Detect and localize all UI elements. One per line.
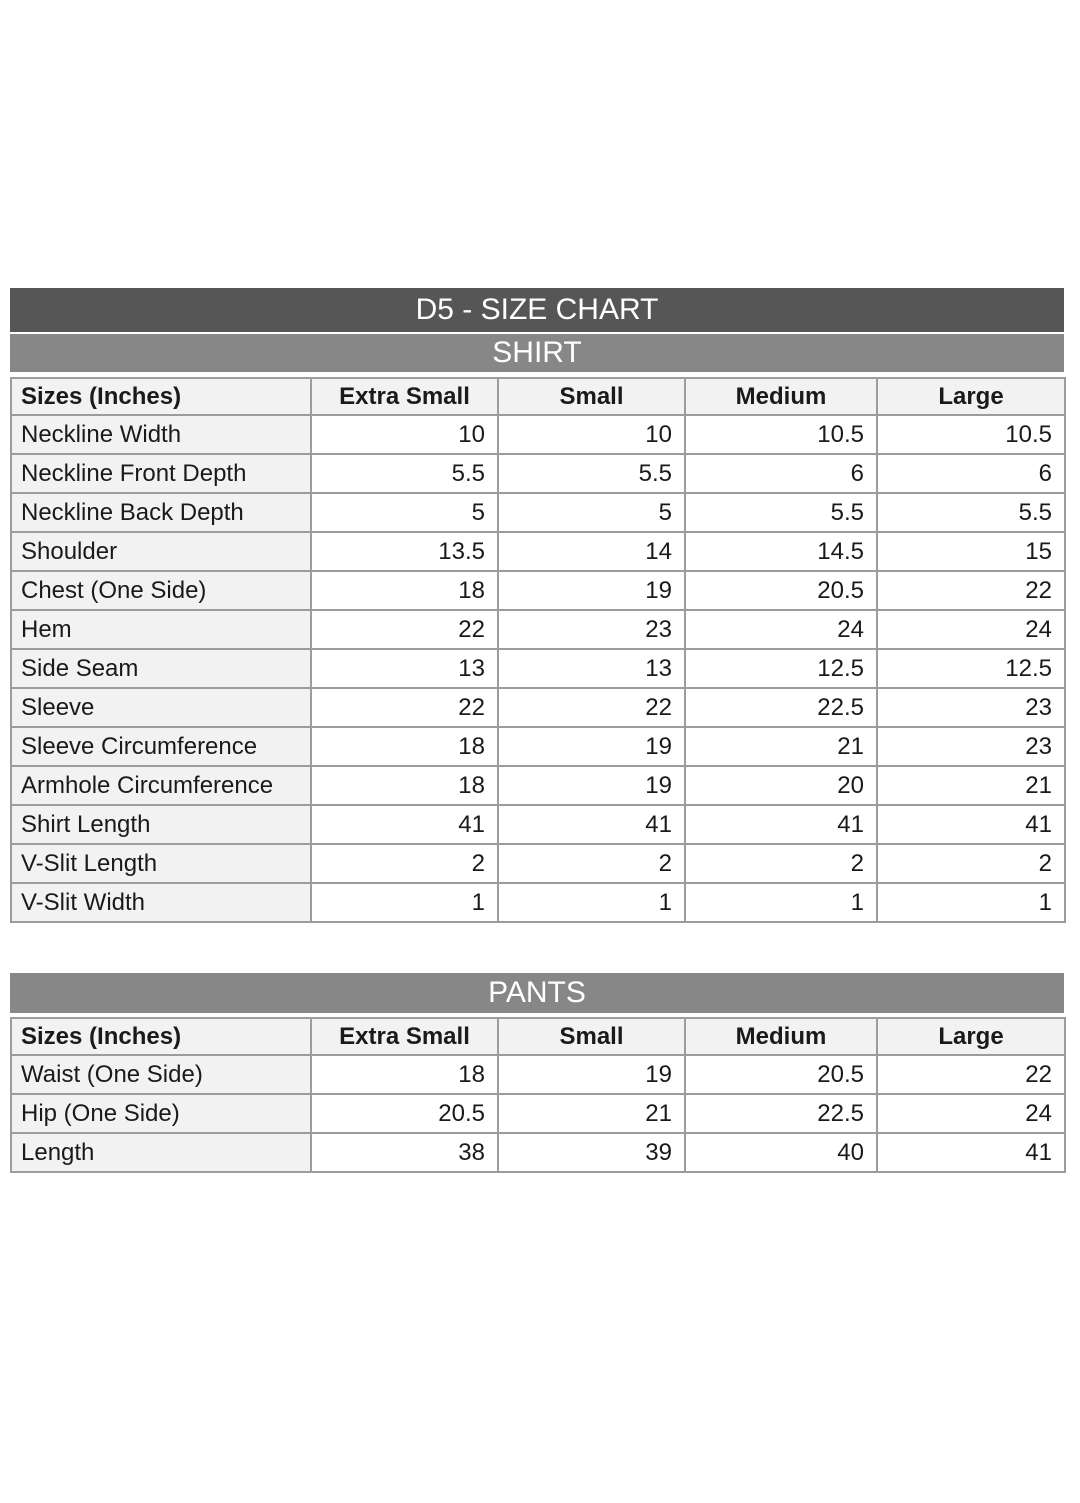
shirt-value-cell: 10 [498,415,685,454]
shirt-value-cell: 41 [685,805,877,844]
chart-title: D5 - SIZE CHART [415,293,659,326]
pants-value-cell: 24 [877,1094,1065,1133]
shirt-value-cell: 5.5 [877,493,1065,532]
shirt-value-cell: 2 [685,844,877,883]
shirt-value-cell: 5.5 [685,493,877,532]
shirt-value-cell: 18 [311,766,498,805]
pants-value-cell: 20.5 [311,1094,498,1133]
pants-section-label: PANTS [488,976,586,1009]
pants-column-header-extra-small: Extra Small [311,1018,498,1055]
shirt-row-label: Armhole Circumference [11,766,311,805]
shirt-value-cell: 22.5 [685,688,877,727]
pants-value-cell: 40 [685,1133,877,1172]
shirt-size-table [10,377,1066,923]
pants-row-waist-one-side [11,1055,1065,1094]
shirt-row-hem [11,610,1065,649]
shirt-value-cell: 20 [685,766,877,805]
shirt-value-cell: 5 [311,493,498,532]
pants-size-table [10,1017,1066,1173]
shirt-row-label: V-Slit Length [11,844,311,883]
shirt-row-chest-one-side [11,571,1065,610]
shirt-row-neckline-front-depth [11,454,1065,493]
shirt-row-side-seam [11,649,1065,688]
size-chart-content [10,288,1064,1173]
pants-value-cell: 41 [877,1133,1065,1172]
shirt-value-cell: 2 [877,844,1065,883]
shirt-value-cell: 18 [311,727,498,766]
shirt-value-cell: 12.5 [685,649,877,688]
shirt-section-bar [10,334,1064,372]
shirt-value-cell: 22 [498,688,685,727]
pants-value-cell: 22.5 [685,1094,877,1133]
pants-value-cell: 38 [311,1133,498,1172]
pants-section-bar [10,973,1064,1013]
shirt-value-cell: 5 [498,493,685,532]
shirt-column-header-extra-small: Extra Small [311,378,498,415]
shirt-value-cell: 12.5 [877,649,1065,688]
shirt-row-neckline-width [11,415,1065,454]
shirt-row-label: Chest (One Side) [11,571,311,610]
shirt-value-cell: 20.5 [685,571,877,610]
pants-column-header-large: Large [877,1018,1065,1055]
pants-value-cell: 18 [311,1055,498,1094]
pants-column-header-small: Small [498,1018,685,1055]
shirt-value-cell: 21 [685,727,877,766]
shirt-column-header-small: Small [498,378,685,415]
shirt-value-cell: 41 [498,805,685,844]
shirt-value-cell: 6 [685,454,877,493]
shirt-value-cell: 24 [685,610,877,649]
shirt-value-cell: 5.5 [498,454,685,493]
shirt-row-v-slit-length [11,844,1065,883]
pants-row-length [11,1133,1065,1172]
shirt-value-cell: 22 [877,571,1065,610]
pants-header-row [11,1018,1065,1055]
shirt-value-cell: 1 [498,883,685,922]
shirt-row-label: Sleeve Circumference [11,727,311,766]
shirt-value-cell: 6 [877,454,1065,493]
shirt-row-sleeve-circumference [11,727,1065,766]
shirt-row-shirt-length [11,805,1065,844]
shirt-value-cell: 19 [498,571,685,610]
pants-value-cell: 21 [498,1094,685,1133]
shirt-value-cell: 41 [311,805,498,844]
shirt-value-cell: 5.5 [311,454,498,493]
pants-value-cell: 19 [498,1055,685,1094]
shirt-row-label: Neckline Front Depth [11,454,311,493]
shirt-value-cell: 23 [877,688,1065,727]
pants-row-label: Hip (One Side) [11,1094,311,1133]
pants-column-header-medium: Medium [685,1018,877,1055]
shirt-row-label: Shirt Length [11,805,311,844]
shirt-value-cell: 13 [311,649,498,688]
shirt-row-label: Neckline Back Depth [11,493,311,532]
shirt-value-cell: 13.5 [311,532,498,571]
shirt-row-label: V-Slit Width [11,883,311,922]
pants-value-cell: 20.5 [685,1055,877,1094]
shirt-value-cell: 2 [498,844,685,883]
pants-row-label: Length [11,1133,311,1172]
shirt-row-label: Shoulder [11,532,311,571]
shirt-value-cell: 23 [498,610,685,649]
shirt-value-cell: 19 [498,766,685,805]
shirt-value-cell: 14 [498,532,685,571]
shirt-column-header-sizes-inches: Sizes (Inches) [11,378,311,415]
shirt-row-label: Sleeve [11,688,311,727]
pants-column-header-sizes-inches: Sizes (Inches) [11,1018,311,1055]
shirt-value-cell: 10.5 [685,415,877,454]
shirt-value-cell: 22 [311,610,498,649]
shirt-value-cell: 10.5 [877,415,1065,454]
shirt-value-cell: 1 [311,883,498,922]
shirt-value-cell: 19 [498,727,685,766]
shirt-value-cell: 22 [311,688,498,727]
shirt-value-cell: 1 [877,883,1065,922]
shirt-header-row [11,378,1065,415]
shirt-value-cell: 13 [498,649,685,688]
shirt-column-header-large: Large [877,378,1065,415]
shirt-value-cell: 1 [685,883,877,922]
shirt-row-sleeve [11,688,1065,727]
shirt-value-cell: 10 [311,415,498,454]
shirt-value-cell: 2 [311,844,498,883]
shirt-value-cell: 14.5 [685,532,877,571]
shirt-row-label: Neckline Width [11,415,311,454]
shirt-row-armhole-circumference [11,766,1065,805]
shirt-column-header-medium: Medium [685,378,877,415]
shirt-value-cell: 24 [877,610,1065,649]
shirt-value-cell: 23 [877,727,1065,766]
pants-row-hip-one-side [11,1094,1065,1133]
shirt-row-label: Hem [11,610,311,649]
shirt-row-v-slit-width [11,883,1065,922]
shirt-row-label: Side Seam [11,649,311,688]
pants-row-label: Waist (One Side) [11,1055,311,1094]
shirt-row-shoulder [11,532,1065,571]
chart-title-bar [10,288,1064,332]
shirt-value-cell: 41 [877,805,1065,844]
section-spacer [10,923,1064,973]
shirt-section-label: SHIRT [492,336,582,369]
shirt-value-cell: 18 [311,571,498,610]
shirt-row-neckline-back-depth [11,493,1065,532]
pants-value-cell: 39 [498,1133,685,1172]
shirt-value-cell: 21 [877,766,1065,805]
shirt-value-cell: 15 [877,532,1065,571]
pants-value-cell: 22 [877,1055,1065,1094]
